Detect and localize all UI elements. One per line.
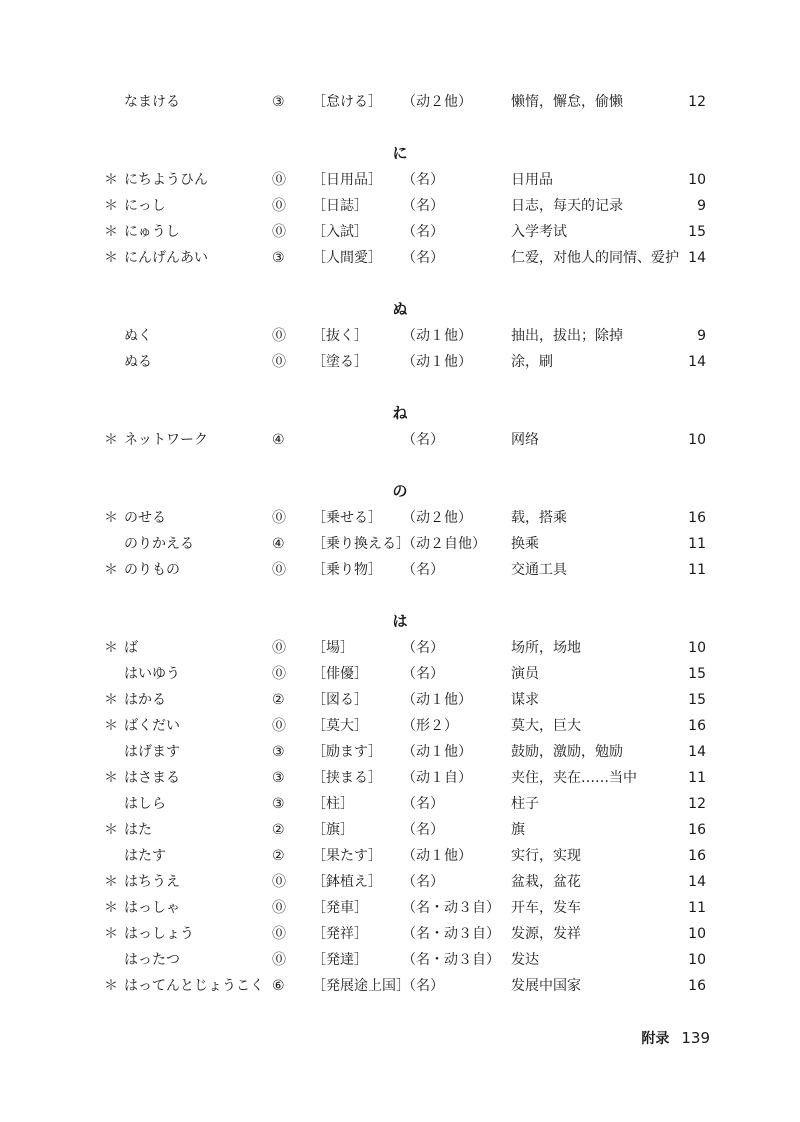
entry-lesson: 11 [688,770,706,786]
entry-meaning: 实行，实现 [511,848,581,864]
new-word-marker: ＊ [104,198,118,214]
entry-reading: のりかえる [124,536,194,552]
entry-kanji: ［柱］ [312,796,354,812]
entry-accent: ④ [272,536,285,552]
entry-meaning: 载，搭乘 [511,510,567,526]
entry-accent: ② [272,848,285,864]
entry-kanji: ［日用品］ [312,172,382,188]
entry-lesson: 12 [688,796,706,812]
entry-reading: ネットワーク [124,432,208,448]
entry-part-of-speech: （名） [402,666,444,682]
entry-kanji: ［莫大］ [312,718,368,734]
entry-part-of-speech: （名・动３自） [402,952,500,968]
new-word-marker: ＊ [104,640,118,656]
entry-kanji: ［俳優］ [312,666,368,682]
entry-lesson: 11 [688,562,706,578]
entry-meaning: 仁爱，对他人的同情、爱护 [511,250,679,266]
entry-part-of-speech: （名・动３自） [402,900,500,916]
entry-meaning: 发源，发祥 [511,926,581,942]
vocab-entry [0,507,800,529]
new-word-marker: ＊ [104,172,118,188]
entry-accent: ⓪ [272,562,286,578]
entry-meaning: 发达 [511,952,539,968]
new-word-marker: ＊ [104,926,118,942]
entry-kanji: ［挟まる］ [312,770,382,786]
vocab-entry [0,975,800,997]
vocab-entry [0,793,800,815]
entry-meaning: 发展中国家 [511,978,581,994]
section-letter: は [392,612,408,630]
entry-kanji: ［入試］ [312,224,368,240]
entry-meaning: 夹住，夹在……当中 [511,770,637,786]
vocab-entry [0,819,800,841]
new-word-marker: ＊ [104,510,118,526]
vocab-entry [0,533,800,555]
footer-label: 附录 [641,1031,670,1047]
entry-part-of-speech: （动１他） [402,848,472,864]
entry-reading: ば [124,640,138,656]
vocab-entry [0,221,800,243]
entry-accent: ⓪ [272,354,286,370]
vocab-entry [0,91,800,113]
entry-part-of-speech: （动１他） [402,354,472,370]
entry-kanji: ［発展途上国］ [312,978,410,994]
entry-accent: ⓪ [272,224,286,240]
entry-reading: にんげんあい [124,250,208,266]
entry-reading: にっし [124,198,166,214]
entry-reading: なまける [124,94,180,110]
entry-kanji: ［日誌］ [312,198,368,214]
entry-lesson: 10 [688,432,706,448]
entry-accent: ③ [272,796,285,812]
entry-reading: はしら [124,796,166,812]
new-word-marker: ＊ [104,900,118,916]
new-word-marker: ＊ [104,718,118,734]
entry-meaning: 入学考试 [511,224,567,240]
new-word-marker: ＊ [104,822,118,838]
entry-reading: はた [124,822,152,838]
entry-meaning: 旗 [511,822,525,838]
entry-reading: はさまる [124,770,180,786]
entry-meaning: 网络 [511,432,539,448]
entry-reading: ぬく [124,328,152,344]
entry-meaning: 日用品 [511,172,553,188]
entry-lesson: 10 [688,952,706,968]
entry-meaning: 柱子 [511,796,539,812]
entry-meaning: 开车，发车 [511,900,581,916]
vocab-entry [0,897,800,919]
entry-part-of-speech: （名） [402,172,444,188]
entry-accent: ② [272,822,285,838]
entry-lesson: 16 [688,822,706,838]
entry-lesson: 14 [688,744,706,760]
entry-meaning: 场所，场地 [511,640,581,656]
entry-accent: ④ [272,432,285,448]
vocab-entry [0,169,800,191]
entry-accent: ③ [272,250,285,266]
entry-lesson: 11 [688,900,706,916]
new-word-marker: ＊ [104,978,118,994]
entry-part-of-speech: （动１自） [402,770,472,786]
entry-meaning: 谋求 [511,692,539,708]
entry-lesson: 11 [688,536,706,552]
entry-kanji: ［旗］ [312,822,354,838]
entry-part-of-speech: （名） [402,224,444,240]
vocab-entry [0,949,800,971]
entry-lesson: 10 [688,640,706,656]
entry-kanji: ［図る］ [312,692,368,708]
entry-part-of-speech: （名） [402,796,444,812]
entry-reading: はっしゃ [124,900,180,916]
entry-reading: はいゆう [124,666,180,682]
entry-reading: はっしょう [124,926,194,942]
entry-part-of-speech: （形２） [402,718,458,734]
entry-reading: はたす [124,848,166,864]
entry-kanji: ［励ます］ [312,744,382,760]
page-number: 139 [681,1029,710,1047]
entry-accent: ⓪ [272,874,286,890]
entry-reading: はかる [124,692,166,708]
section-letter: ね [392,404,408,422]
entry-kanji: ［果たす］ [312,848,382,864]
vocab-entry [0,637,800,659]
entry-accent: ⓪ [272,666,286,682]
entry-kanji: ［乗り物］ [312,562,382,578]
entry-kanji: ［鉢植え］ [312,874,382,890]
entry-meaning: 懒惰，懈怠，偷懒 [511,94,623,110]
vocab-entry [0,845,800,867]
entry-kanji: ［場］ [312,640,354,656]
entry-reading: はったつ [124,952,180,968]
new-word-marker: ＊ [104,562,118,578]
vocab-entry [0,689,800,711]
entry-part-of-speech: （名） [402,874,444,890]
entry-lesson: 14 [688,354,706,370]
entry-reading: にちようひん [124,172,208,188]
entry-meaning: 盆栽，盆花 [511,874,581,890]
vocab-entry [0,247,800,269]
vocab-entry [0,195,800,217]
entry-accent: ③ [272,770,285,786]
entry-lesson: 10 [688,172,706,188]
entry-lesson: 14 [688,250,706,266]
entry-kanji: ［人間愛］ [312,250,382,266]
entry-part-of-speech: （名） [402,978,444,994]
new-word-marker: ＊ [104,250,118,266]
entry-reading: はってんとじょうこく [124,978,264,994]
entry-meaning: 演员 [511,666,539,682]
entry-meaning: 涂，刷 [511,354,553,370]
entry-kanji: ［塗る］ [312,354,368,370]
entry-reading: のせる [124,510,166,526]
vocab-entry [0,429,800,451]
entry-accent: ③ [272,94,285,110]
entry-lesson: 15 [688,224,706,240]
entry-meaning: 抽出，拔出；除掉 [511,328,623,344]
entry-kanji: ［発達］ [312,952,368,968]
entry-lesson: 16 [688,978,706,994]
vocab-entry [0,767,800,789]
entry-kanji: ［乗せる］ [312,510,382,526]
entry-accent: ⓪ [272,926,286,942]
entry-lesson: 10 [688,926,706,942]
entry-part-of-speech: （动１他） [402,692,472,708]
entry-part-of-speech: （动１他） [402,328,472,344]
new-word-marker: ＊ [104,770,118,786]
entry-meaning: 交通工具 [511,562,567,578]
entry-reading: のりもの [124,562,180,578]
entry-part-of-speech: （名） [402,250,444,266]
new-word-marker: ＊ [104,692,118,708]
entry-reading: ぬる [124,354,152,370]
vocab-entry [0,871,800,893]
entry-meaning: 莫大，巨大 [511,718,581,734]
entry-part-of-speech: （动２自他） [402,536,486,552]
entry-reading: はちうえ [124,874,180,890]
entry-kanji: ［抜く］ [312,328,368,344]
entry-part-of-speech: （名） [402,822,444,838]
entry-accent: ⓪ [272,198,286,214]
entry-part-of-speech: （名） [402,640,444,656]
entry-accent: ⓪ [272,900,286,916]
vocab-entry [0,741,800,763]
entry-meaning: 鼓励，激励，勉励 [511,744,623,760]
new-word-marker: ＊ [104,874,118,890]
entry-accent: ③ [272,744,285,760]
entry-kanji: ［怠ける］ [312,94,382,110]
entry-lesson: 9 [697,328,706,344]
entry-accent: ⓪ [272,172,286,188]
new-word-marker: ＊ [104,224,118,240]
entry-part-of-speech: （名・动３自） [402,926,500,942]
entry-reading: はげます [124,744,180,760]
entry-lesson: 16 [688,848,706,864]
page-footer [641,1028,710,1049]
entry-lesson: 12 [688,94,706,110]
vocab-entry [0,663,800,685]
section-letter: の [392,482,408,500]
entry-lesson: 16 [688,510,706,526]
entry-part-of-speech: （名） [402,198,444,214]
entry-lesson: 16 [688,718,706,734]
entry-part-of-speech: （名） [402,562,444,578]
entry-part-of-speech: （动２他） [402,510,472,526]
section-letter: に [392,144,408,162]
entry-accent: ⓪ [272,952,286,968]
entry-accent: ⑥ [272,978,285,994]
entry-lesson: 14 [688,874,706,890]
entry-part-of-speech: （名） [402,432,444,448]
entry-accent: ⓪ [272,328,286,344]
vocab-entry [0,923,800,945]
section-letter: ぬ [392,300,408,318]
vocab-entry [0,559,800,581]
vocab-entry [0,325,800,347]
entry-lesson: 9 [697,198,706,214]
entry-kanji: ［発祥］ [312,926,368,942]
entry-lesson: 15 [688,666,706,682]
entry-kanji: ［発車］ [312,900,368,916]
new-word-marker: ＊ [104,432,118,448]
entry-kanji: ［乗り換える］ [312,536,410,552]
vocab-entry [0,715,800,737]
entry-part-of-speech: （动１他） [402,744,472,760]
entry-reading: にゅうし [124,224,180,240]
entry-accent: ② [272,692,285,708]
entry-accent: ⓪ [272,718,286,734]
entry-meaning: 日志，每天的记录 [511,198,623,214]
entry-accent: ⓪ [272,510,286,526]
entry-lesson: 15 [688,692,706,708]
vocab-entry [0,351,800,373]
entry-accent: ⓪ [272,640,286,656]
entry-reading: ばくだい [124,718,180,734]
entry-meaning: 换乘 [511,536,539,552]
entry-part-of-speech: （动２他） [402,94,472,110]
